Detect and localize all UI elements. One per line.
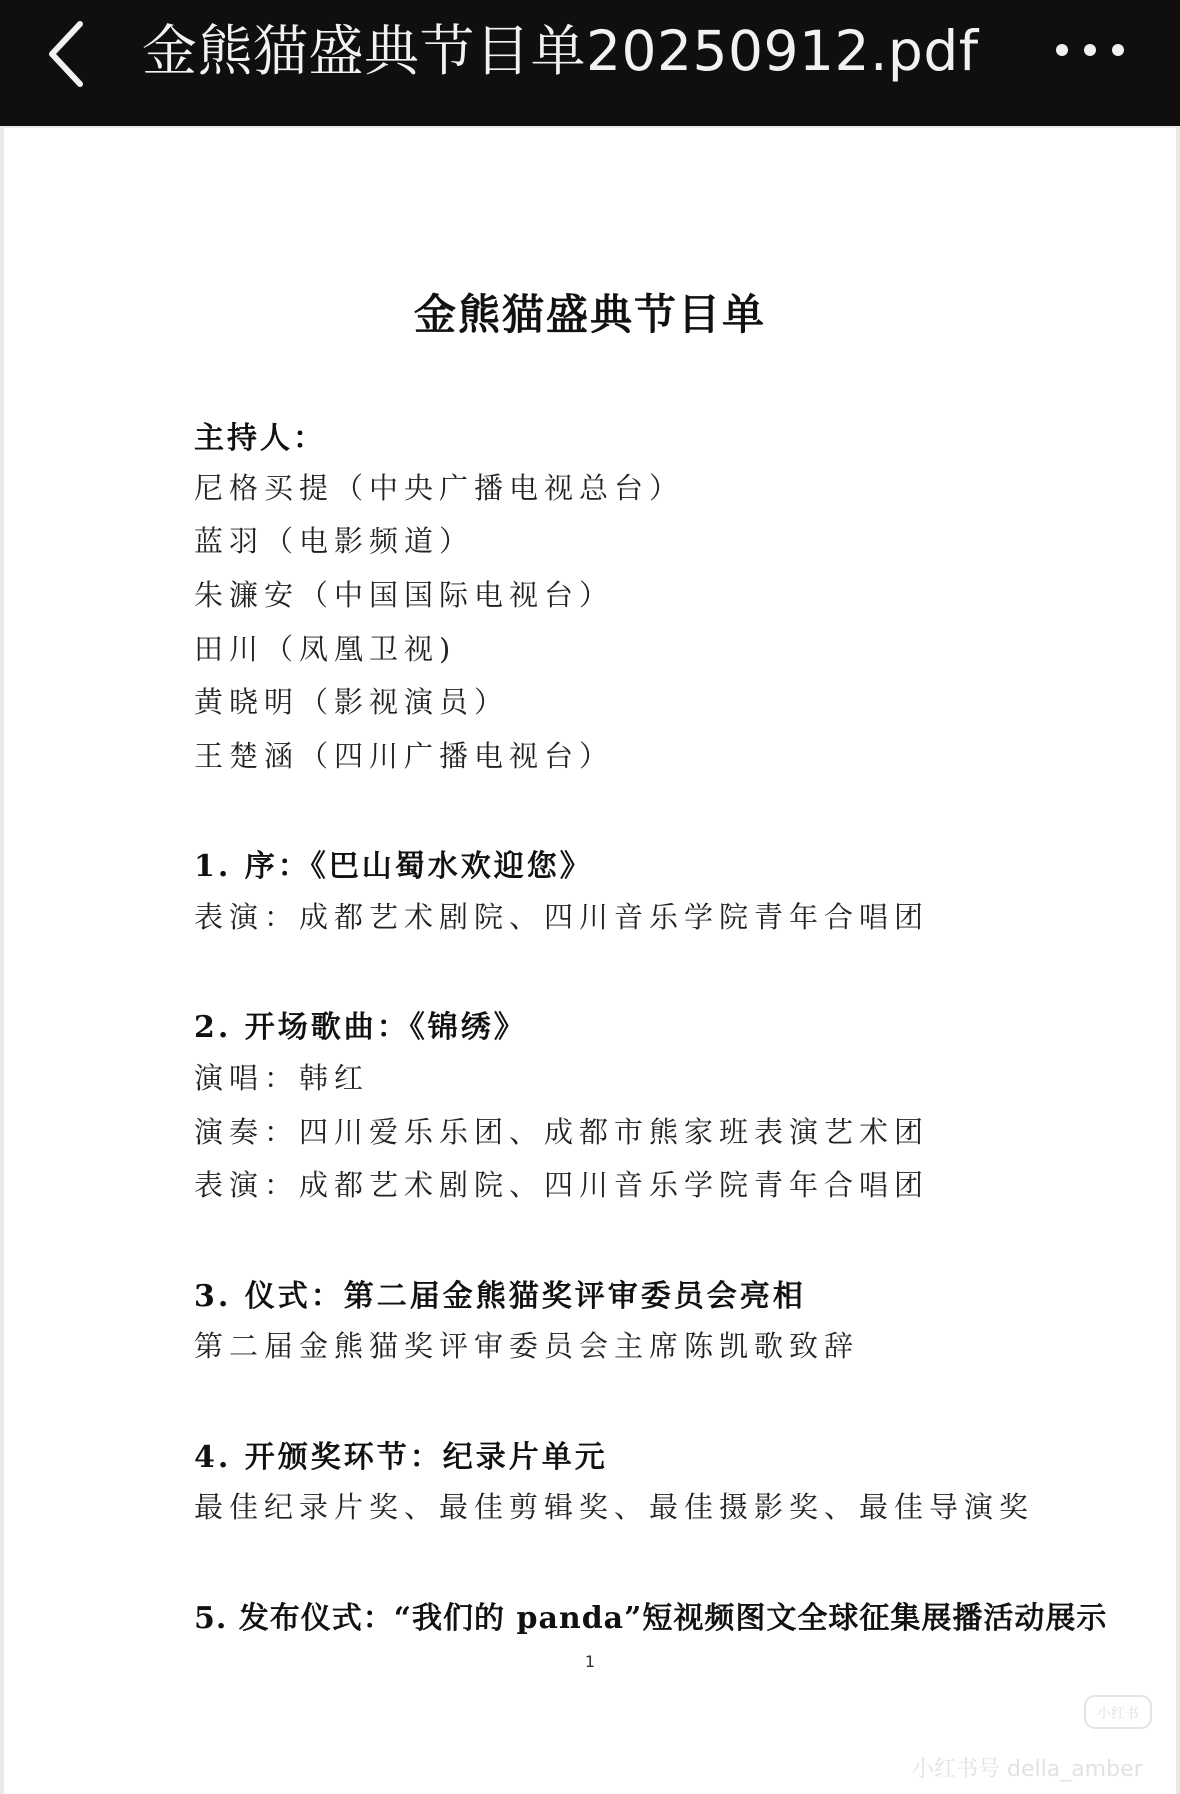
document-filename-title: 金熊猫盛典节目单20250912.pdf — [142, 19, 979, 83]
program-detail: 表演：成都艺术剧院、四川音乐学院青年合唱团 — [194, 900, 930, 934]
host-line: 尼格买提（中央广播电视总台） — [194, 471, 685, 505]
program-heading: 1. 序：《巴山蜀水欢迎您》 — [194, 849, 593, 884]
watermark-text: 小红书号 della_amber — [912, 1757, 1143, 1782]
chevron-left-icon — [40, 14, 100, 94]
program-detail: 最佳纪录片奖、最佳剪辑奖、最佳摄影奖、最佳导演奖 — [194, 1490, 1035, 1524]
host-line: 蓝羽（电影频道） — [194, 524, 475, 558]
host-line: 朱濂安（中国国际电视台） — [194, 578, 615, 612]
program-heading: 4. 开颁奖环节：纪录片单元 — [194, 1440, 608, 1475]
top-bar — [0, 0, 1180, 126]
page-number: 1 — [584, 1652, 596, 1671]
program-detail: 表演：成都艺术剧院、四川音乐学院青年合唱团 — [194, 1168, 930, 1202]
xiaohongshu-logo-icon — [1084, 1695, 1152, 1729]
document-title: 金熊猫盛典节目单 — [413, 290, 766, 339]
more-options-button[interactable] — [1050, 28, 1130, 72]
watermark-logo-text: 小红书 — [1097, 1706, 1139, 1722]
host-line: 黄晓明（影视演员） — [194, 685, 510, 719]
back-button[interactable] — [40, 14, 100, 94]
program-heading: 3. 仪式：第二届金熊猫奖评审委员会亮相 — [194, 1279, 806, 1314]
program-detail: 演唱：韩红 — [194, 1061, 370, 1095]
program-heading: 2. 开场歌曲：《锦绣》 — [194, 1010, 527, 1045]
more-horizontal-icon — [1050, 28, 1130, 72]
pdf-page[interactable] — [4, 128, 1176, 1794]
program-heading: 5. 发布仪式：“我们的 panda”短视频图文全球征集展播活动展示 — [194, 1601, 1108, 1636]
host-line: 王楚涵（四川广播电视台） — [194, 739, 615, 773]
host-line: 田川（凤凰卫视) — [194, 632, 457, 666]
program-detail: 第二届金熊猫奖评审委员会主席陈凯歌致辞 — [194, 1329, 860, 1363]
hosts-heading: 主持人： — [194, 421, 326, 456]
program-detail: 演奏：四川爱乐乐团、成都市熊家班表演艺术团 — [194, 1115, 930, 1149]
